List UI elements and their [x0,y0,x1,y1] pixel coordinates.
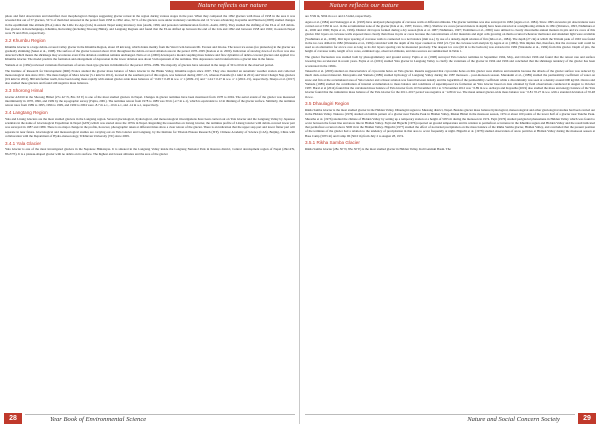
running-header-text: Nature reflects our nature [329,2,399,9]
section-heading: 3.5 Dhaulagiri Region [305,101,350,107]
running-header [170,1,295,10]
running-header [304,1,424,10]
paragraph: The Institute of Research for Development (IRD) France studied the glacier mass balance of Mera Glacier in the Hinku Valley, Khumbu region since 2007. They also installed an automatic weather station and collected meteorological data since 2011. The mass budget of Mera Glacier (5.1 km2 in 2012), located in the southern part of this region, was balanced during 2007–15, whereas Pokalde (0.1 km2 in 2011) and West Changri Nup glaciers (0.9 km2 in 2010), 800 km further north, have been losing mass rapidly with annual glacier-wide mass balances of −0.69 ± 0.28 m w.e. a−1 (2009–15) and −1.24 ± 0.27 m w.e. a−1 (2010–15), respectively. Sherpa et al. (2017) also studied these glaciers and found still negative mass balances. [5,68,295,86]
paragraph: Ageta et al. (1984) and Steinegger et al. (1993) have analyzed photographs of crevasse walls at different altitudes. The glacier terminus was also surveyed in 1982 (Ageta et al. 1984). Since 1995 excessive pit observations were carried out at 5350 m a.s.l. in the accumulation zone of the glacier (Iida et al., 1987; Uzawa, 1991). Shallow ice cores (several meters in depth) have been extracted at a neighboring altitude in 1991 (Shiraiwa, 1993, Nishimura et al., 2000 and 1996; Fujita et al., 1996). Distinct dirt layers formed during a dry season (Iida et al. 1987; Nishimura, 1997; Yoshimura et al., 2000) were utilized to clearly discernable annual markers in pits and ice cores of this glacier. Dirt layers on crevasse walls exposed more clearly than those in pits or cores because the concentrations of dirt materials and algal cells growing on them occurred wherever meltwater and abundant light were available (Yoshimura et al., 2000). Dirt layer spacing of crevasse walls is connected to a net balance (mm w.e.) by use of a density-depth relation of firn (Iida et al., 1984). The depth (27 cm) at which the Tritium peak of 1963 was found in the ice core drilled in 1982 (Watanabe et al., 1984) coincided with the depth of the layer counted as 1963 (21.7) in the crevasse wall analysis by Ageta et al. (1984). This implies that, therefore, that the crevasse wall could be used as an alternative for an ice core as long as its dirt layers spacing can be measured precisely. The deepest ice core (60 m to the bedrock) was extracted in 1982 (Watanabe et al., 1984) from this glacier. Depth of pits, the height of crevasse walls, length of ice cores, estimated age, observed altitudes, and data sources are summarized in Table 1. [305,19,595,54]
section-heading: 3.2 Khumbu Region [5,37,46,43]
right-page-body [305,14,595,410]
right-page [300,0,600,424]
paragraph: Rikha Samba Glacier is the most studied glacier in the Hidden Valley, Dhaulagiri region to Mustang district, Nepal. Besides glacier mass balance hydrological, meteorological and other glaciological studies had been carried out in the Hidden Valley. Nakawo (1976) studied on bubble pattern of a glacier near Tukche Peak in Hidden Valley, Mukut Himal in the monsoon season, 1974 at about 100 points of the lower half of a glacier near Tukche Peak. Shrestha et al. (1976) studied the climate of Hidden Valley by setting up a temporary station at a height of 5055 m during the monsoon in 1974. Fujii (1976) studied periglacial phenomena in Hidden Valley which was found to occur between the forest line and snow line in Hidden Valley. Fujii and Higuchi (1976) reported on ground temperature and its relation to permafrost occurrence in the Khumbu region and Hidden Valley and the result indicated that permafrost occurred above 5000 m in the Hidden Valley. Higuchi (1977) studied the effect of nocturnal precipitation on the mass balance of the Rikha Samba glacier, Hidden Valley, and concluded that the present position of the terminus of the glacier had a relation to the tendency of precipitation in that area to occur frequently at night. Higuchi et al. (1978) studied observation of snow particles at Hidden Valley during the monsoon season at Base Camp (5055 m) and Camp III (5610 m) from July 2 to August 28, 1974. [305,108,595,138]
section-heading: 3.4 Langtang Region [5,110,48,116]
paragraph: Takeuchi et al. (2000) studied on characteristics of cryoconite holes on Yala glacier. Results suggested that cryoconite holes on this glacier were shallow and unstable because the albedo of the glacier surface was reduced by much dark-colored material. Motoyama and Yamada (1989) studied hydrology of Langtang Valley during the 1987 monsoon – post-monsoon season. Murakami et al., (1989) studied the permeability coefficient of water on snow and firn at the accumulated area of Yala Glacier and a linear relation was found between density and the logarithm of the permeability coefficient while a discontinuity was seen at a density around 600 kg/m3. Ozawa and Yamada (1989) studied the contribution of internal accumulation to mass balance and conditions of superimposed ice formation on Yala Glacier based on data obtained by field observations conducted in August to October 1987. Baral et al (2014) found that the calculated mass balance of Yala Glacier from 10 November 2011 to 3 November 2012 was −0.89 m w.e. Acharya and Kayastha (2019) also studied the mass and energy balance of the Yala Glacier found that the cumulative mass balance of the Yala Glacier for the 2011–2017 period was negative at −4.80 m w.e. The mean annual glacier-wide mass balance was −0.81 ±0.27 m w.e. with a standard deviation of ±0.48 m w.e. [305,69,595,99]
paragraph: photo and field observation and identified clear morphological changes suggesting glacier retreat in the region during various stages in the past. When they compared the 1992 glaciers with those of 1958 in the area it was revealed that out of 57 glaciers, 50 % of them had retreated in the period from 1958 to 1992. Also, 50 % of the glaciers were under stationary conditions and 12 % were advancing. Kayastha and Harrison (2008) studied changes in the equilibrium line altitude (ELA) since the Little Ice Age (LIA) in eastern Nepal using inventory data (Asahi, 1999, and personal communication from K. Asahi, 2005). They studied the shifting of the ELA of 118 debris-free glaciers in Kanchenjunga, Khumbu, Rolwaling (including Shorong Himal), and Langtang Regions and found that the ELAs shifted up between the end of the LIA and 1992 and between 1958 and 1992; in eastern Nepal were 79 and 28 m, respectively. [5,14,295,35]
page-footer [300,411,600,424]
section-heading: 3.3 Shorong Himal [5,88,44,94]
footer-title: Nature and Social Concern Society [467,416,560,423]
page-number: 29 [578,413,596,424]
paragraph: Yamada et al. (1992) reviewed variations fluctuations of seven clean type glaciers in Khumbu for the period 1970s–1989. The majority of glaciers have retreated in the range of 30 to 60 m in the observed period. [5,62,274,67]
section-heading: 3.5.1 Rikha Samba Glacier [305,140,360,146]
paragraph: are 5749 m, 5094 m a.s.l. and 2.5 km2, respectively. [305,14,372,18]
paragraph: Glacier AX010 in the Shorong Himal (27o 42' N, 86o 34' E) is one of the most studied glaciers in Nepal. Changes in glacier terminus have been monitored from 1978 to 2004. The aerial extent of the glacier was measured intermittently in 1978, 1996, and 1999 by the topographic survey (Fujita, 2001). The terminus retreat from 1978 to 1989 was 30 m (-2.7 m a-1), which is equivalent to 12 m thinning of the glacier surface. Similarly, the terminus retreat rates from 1989 to 1995, 1996 to 1999, and 1999 to 2004 were -8.7 m a-1, -10 m a-1, and -14 m a-1, respectively. [5,94,295,108]
paragraph: Yala Glacier is one of the most investigated glaciers in the Nepalese Himalayas. It is situated in the Langtang Valley inside the Langtang National Park in Rasuwa district, Central development region of Nepal (28o14'N, 85o37'E). It is a plateau-shaped glacier with no debris on its surface. The highest and lowest altitudes and the area of the glacier [5,147,295,156]
paragraph: Yala and Lirung Glaciers are the most studied glaciers in the Langtang region. Several glaciological, hydrological, and meteorological investigations have been carried out on Yala Glacier and the Langtang Valley by Japanese scientists in the name of Glaciological Expedition in Nepal (GEN) which was started since the 1970s in Nepal. Regarding the researches on Lirung Glacier, the terminus profile of Lirung Glacier with debris-covered lower part was surveyed in 1987 and 1989. There is no major change in the profile, however, photographic taken at different times show a clear retreat of the glacier. There is an indication that the upper step part and lower flatter part will separate in near future. Glaciological and meteorological studies are carrying out on Yala Glacier and Langtang, by the Institute for Tibetan Plateau Research (ITP), Chinese Academy of Science (CAS), Beijing, China with collaboration with the Department of Hydro-meteorology, Tribhuvan University (TU) since 2009. [5,116,295,138]
page-footer [0,411,300,424]
footer-title: Year Book of Environmental Science [50,416,147,423]
paragraph: Rikha Samba Glacier (28o 50' N, 83o 30' E) is the most studied glacier in Hidden Valley, Kali Gandaki Basin. The [305,147,451,152]
paragraph: Khumbu Glacier is a large debris-covered valley glacier in the Khumbu Region, about 18 km long, which drains mainly from the West Cwm between Mt. Everest and Lhotse. The lower ice zones (ice pinnacles) in the glacier are gradually shrinking (Sakai et al., 1998). The surface of the glacier lowered about 10 m throughout the debris-covered ablation area in the period 1978–1995 (Kadota et al. 2000). Indication of slowing down of ice flow was also detected which means the shrinkage may accelerate even if the ablation condition remains unchanged. Naito et al. (2000) developed a model coupling mass balance and flow dynamics of debris-covered glaciers and applied it to Khumbu Glacier. The model predicts the formation and enlargement of depression in the lower ablation area about 5 km upstream of the terminus. This depression could transform into a glacial lake in the future. [5,44,295,62]
section-heading: 3.4.1 Yala Glacier [5,140,42,146]
left-page-body [5,14,295,410]
page-number: 28 [4,413,22,424]
paragraph: The glacier fluctuation was studied both by photogrammetry and ground survey. Fujita et al. (1998) surveyed Yala Glacier terminus in September 1994, May, and October 1996 and found that the retreat rate and surface lowering has accelerated in recent years. Fujita et al. (2001) studied Yala glacier in Langtang Valley to clarify the variations of the glacier in 1994 and 1996 and concluded that the shrinkage tendency of the glacier has been accelerated in the 1990s. [305,55,595,68]
running-header-text: Nature reflects our nature [197,2,268,9]
